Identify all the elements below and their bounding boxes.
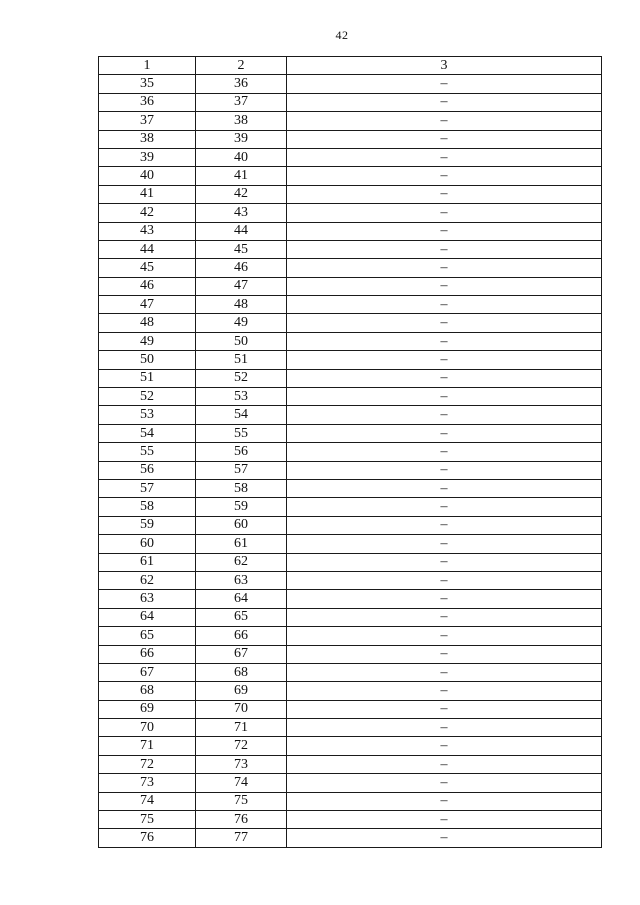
table-row — [99, 296, 602, 314]
table-cell-col-2: 58 — [196, 479, 287, 497]
table-cell-col-2: 53 — [196, 388, 287, 406]
table-row — [99, 222, 602, 240]
table-cell-col-1: 72 — [99, 755, 196, 773]
table-cell-col-2: 46 — [196, 259, 287, 277]
table-cell-col-3: – — [287, 719, 602, 737]
column-header-3: 3 — [287, 57, 602, 75]
table-cell-col-3: – — [287, 240, 602, 258]
table-row — [99, 719, 602, 737]
table-cell-col-2: 60 — [196, 516, 287, 534]
table-cell-col-2: 64 — [196, 590, 287, 608]
table-cell-col-1: 76 — [99, 829, 196, 847]
table-row — [99, 204, 602, 222]
table-cell-col-3: – — [287, 608, 602, 626]
table-row — [99, 93, 602, 111]
table-cell-col-1: 59 — [99, 516, 196, 534]
table-cell-col-2: 68 — [196, 663, 287, 681]
table-cell-col-3: – — [287, 167, 602, 185]
table-cell-col-3: – — [287, 388, 602, 406]
table-cell-col-1: 53 — [99, 406, 196, 424]
table-cell-col-3: – — [287, 682, 602, 700]
table-cell-col-2: 42 — [196, 185, 287, 203]
table-cell-col-3: – — [287, 571, 602, 589]
table-cell-col-2: 71 — [196, 719, 287, 737]
table-cell-col-3: – — [287, 443, 602, 461]
table-cell-col-2: 37 — [196, 93, 287, 111]
table-header — [99, 57, 602, 75]
table-cell-col-3: – — [287, 130, 602, 148]
table-cell-col-1: 64 — [99, 608, 196, 626]
table-cell-col-2: 54 — [196, 406, 287, 424]
table-cell-col-2: 65 — [196, 608, 287, 626]
table-row — [99, 829, 602, 847]
table-cell-col-2: 73 — [196, 755, 287, 773]
table-cell-col-2: 74 — [196, 774, 287, 792]
table-cell-col-2: 57 — [196, 461, 287, 479]
table-cell-col-2: 43 — [196, 204, 287, 222]
table-cell-col-1: 41 — [99, 185, 196, 203]
table-row — [99, 737, 602, 755]
column-header-2: 2 — [196, 57, 287, 75]
table-cell-col-3: – — [287, 75, 602, 93]
table-cell-col-2: 49 — [196, 314, 287, 332]
table-row — [99, 682, 602, 700]
table-row — [99, 130, 602, 148]
table-cell-col-1: 71 — [99, 737, 196, 755]
table-cell-col-3: – — [287, 590, 602, 608]
table-cell-col-2: 45 — [196, 240, 287, 258]
table-cell-col-2: 67 — [196, 645, 287, 663]
table-cell-col-3: – — [287, 479, 602, 497]
table-row — [99, 535, 602, 553]
table-row — [99, 167, 602, 185]
table-cell-col-3: – — [287, 204, 602, 222]
table-row — [99, 259, 602, 277]
table-cell-col-1: 37 — [99, 112, 196, 130]
table-cell-col-3: – — [287, 351, 602, 369]
table-row — [99, 314, 602, 332]
table-cell-col-1: 50 — [99, 351, 196, 369]
table-row — [99, 461, 602, 479]
table-row — [99, 811, 602, 829]
table-cell-col-3: – — [287, 774, 602, 792]
table-row — [99, 792, 602, 810]
table-cell-col-1: 42 — [99, 204, 196, 222]
table-cell-col-3: – — [287, 277, 602, 295]
table-row — [99, 663, 602, 681]
table-cell-col-1: 40 — [99, 167, 196, 185]
table-cell-col-3: – — [287, 700, 602, 718]
table-cell-col-3: – — [287, 663, 602, 681]
table-row — [99, 406, 602, 424]
table-cell-col-1: 56 — [99, 461, 196, 479]
data-table — [98, 56, 602, 848]
table-cell-col-1: 62 — [99, 571, 196, 589]
table-cell-col-3: – — [287, 645, 602, 663]
table-cell-col-3: – — [287, 792, 602, 810]
table-cell-col-1: 69 — [99, 700, 196, 718]
table-cell-col-3: – — [287, 755, 602, 773]
table-cell-col-1: 75 — [99, 811, 196, 829]
table-cell-col-2: 38 — [196, 112, 287, 130]
table-cell-col-1: 65 — [99, 627, 196, 645]
table-cell-col-1: 43 — [99, 222, 196, 240]
table-cell-col-1: 51 — [99, 369, 196, 387]
table-cell-col-3: – — [287, 829, 602, 847]
table-cell-col-2: 66 — [196, 627, 287, 645]
table-cell-col-2: 75 — [196, 792, 287, 810]
table-cell-col-1: 35 — [99, 75, 196, 93]
table-cell-col-1: 48 — [99, 314, 196, 332]
table-cell-col-1: 55 — [99, 443, 196, 461]
table-cell-col-2: 72 — [196, 737, 287, 755]
table-cell-col-1: 52 — [99, 388, 196, 406]
table-row — [99, 185, 602, 203]
table-cell-col-3: – — [287, 737, 602, 755]
table-cell-col-3: – — [287, 498, 602, 516]
table-cell-col-3: – — [287, 627, 602, 645]
table-row — [99, 590, 602, 608]
table-cell-col-2: 39 — [196, 130, 287, 148]
table-cell-col-1: 61 — [99, 553, 196, 571]
table-cell-col-3: – — [287, 185, 602, 203]
table-cell-col-1: 66 — [99, 645, 196, 663]
table-row — [99, 424, 602, 442]
table-row — [99, 388, 602, 406]
table-cell-col-1: 68 — [99, 682, 196, 700]
table-cell-col-2: 48 — [196, 296, 287, 314]
table-cell-col-3: – — [287, 811, 602, 829]
table-cell-col-3: – — [287, 535, 602, 553]
table-cell-col-2: 55 — [196, 424, 287, 442]
table-cell-col-1: 67 — [99, 663, 196, 681]
table-cell-col-3: – — [287, 406, 602, 424]
page-number: 42 — [335, 28, 349, 42]
table-cell-col-2: 63 — [196, 571, 287, 589]
table-cell-col-3: – — [287, 112, 602, 130]
table-row — [99, 553, 602, 571]
table-cell-col-3: – — [287, 314, 602, 332]
table-row — [99, 498, 602, 516]
table-row — [99, 112, 602, 130]
table-cell-col-2: 62 — [196, 553, 287, 571]
table-cell-col-1: 73 — [99, 774, 196, 792]
table-cell-col-2: 47 — [196, 277, 287, 295]
table-row — [99, 277, 602, 295]
table-cell-col-1: 39 — [99, 148, 196, 166]
table-cell-col-1: 54 — [99, 424, 196, 442]
table-cell-col-2: 50 — [196, 332, 287, 350]
table-cell-col-3: – — [287, 553, 602, 571]
table-row — [99, 645, 602, 663]
table-cell-col-3: – — [287, 259, 602, 277]
table-cell-col-1: 36 — [99, 93, 196, 111]
table-cell-col-3: – — [287, 369, 602, 387]
header-row — [99, 57, 602, 75]
table-cell-col-3: – — [287, 332, 602, 350]
table-row — [99, 608, 602, 626]
table-row — [99, 627, 602, 645]
table-cell-col-1: 70 — [99, 719, 196, 737]
table-row — [99, 148, 602, 166]
table-cell-col-1: 47 — [99, 296, 196, 314]
table-cell-col-1: 45 — [99, 259, 196, 277]
table-cell-col-1: 58 — [99, 498, 196, 516]
table-cell-col-2: 36 — [196, 75, 287, 93]
table-row — [99, 240, 602, 258]
table-cell-col-3: – — [287, 148, 602, 166]
table-cell-col-2: 61 — [196, 535, 287, 553]
table-cell-col-1: 63 — [99, 590, 196, 608]
table-cell-col-1: 38 — [99, 130, 196, 148]
table-cell-col-3: – — [287, 461, 602, 479]
table-cell-col-1: 44 — [99, 240, 196, 258]
table-row — [99, 332, 602, 350]
table-row — [99, 700, 602, 718]
table-cell-col-1: 46 — [99, 277, 196, 295]
table-cell-col-2: 51 — [196, 351, 287, 369]
table-cell-col-3: – — [287, 296, 602, 314]
table-cell-col-3: – — [287, 93, 602, 111]
table-body — [99, 75, 602, 847]
table-cell-col-3: – — [287, 516, 602, 534]
table-cell-col-2: 44 — [196, 222, 287, 240]
table-cell-col-1: 49 — [99, 332, 196, 350]
table-cell-col-2: 40 — [196, 148, 287, 166]
table-cell-col-2: 59 — [196, 498, 287, 516]
table-cell-col-2: 77 — [196, 829, 287, 847]
table-row — [99, 369, 602, 387]
table-row — [99, 443, 602, 461]
table-cell-col-2: 70 — [196, 700, 287, 718]
column-header-1: 1 — [99, 57, 196, 75]
table-row — [99, 571, 602, 589]
table-row — [99, 75, 602, 93]
table-cell-col-2: 41 — [196, 167, 287, 185]
table-cell-col-1: 60 — [99, 535, 196, 553]
table-row — [99, 479, 602, 497]
table-cell-col-2: 52 — [196, 369, 287, 387]
table-cell-col-2: 76 — [196, 811, 287, 829]
table-row — [99, 351, 602, 369]
table-row — [99, 774, 602, 792]
table-row — [99, 755, 602, 773]
table-cell-col-2: 56 — [196, 443, 287, 461]
table-cell-col-1: 74 — [99, 792, 196, 810]
table-cell-col-3: – — [287, 222, 602, 240]
table-cell-col-2: 69 — [196, 682, 287, 700]
table-row — [99, 516, 602, 534]
table-cell-col-3: – — [287, 424, 602, 442]
table-cell-col-1: 57 — [99, 479, 196, 497]
